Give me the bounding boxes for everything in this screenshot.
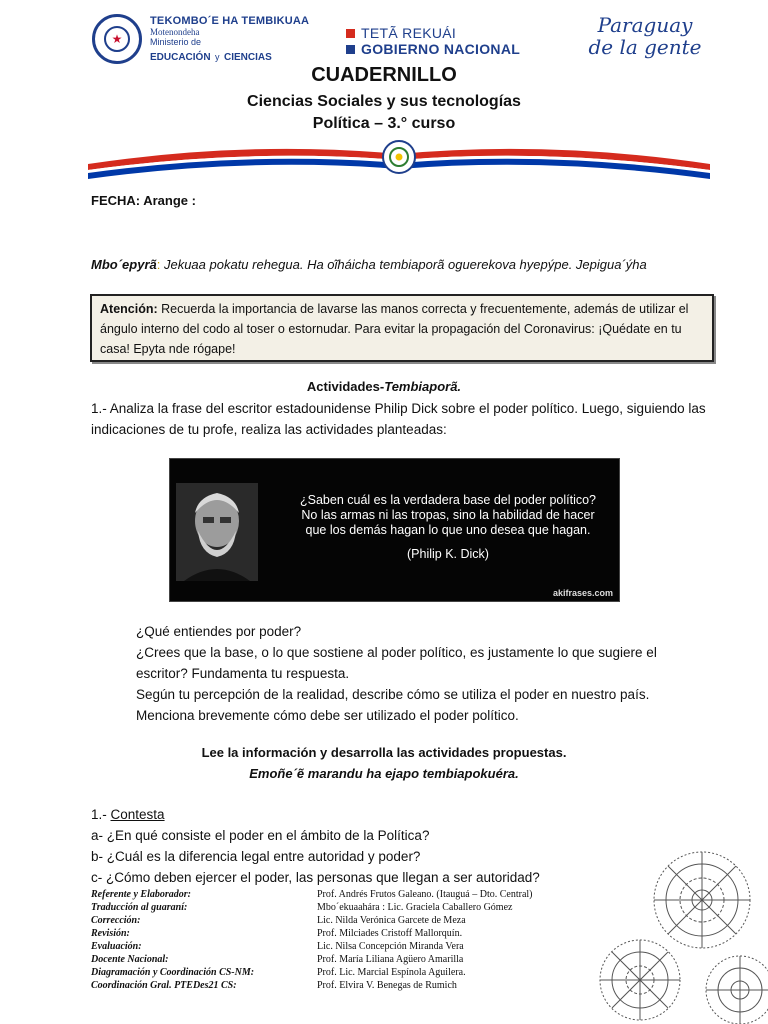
contesta-b: b- ¿Cuál es la diferencia legal entre autoridad y poder?	[91, 849, 421, 864]
paraguay-script-logo: Paraguay de la gente	[588, 13, 702, 59]
attention-label: Atención:	[100, 302, 158, 316]
attention-box	[90, 294, 714, 362]
activities-heading: Actividades-Tembiaporã.	[306, 379, 462, 394]
credit-row: Traducción al guaraní: Mbo´ekuaahára : Lic. Graciela Caballero Gómez	[91, 902, 513, 913]
credits-table	[91, 888, 611, 992]
objective-line: Mbo´epyrã: Jekuaa pokatu rehegua. Ha oĩháicha tembiaporã oguerekova hyepýpe. Jepigua´ýha	[91, 257, 647, 272]
credit-row: Evaluación: Lic. Nilsa Concepción Miranda Vera	[91, 941, 464, 952]
quote-text: ¿Saben cuál es la verdadera base del poder político? No las armas ni las tropas, sino la habilidad de hacer que los demás hagan lo que uno desea que hagan. (Philip K. Dick)	[280, 493, 616, 562]
gobierno-logo	[346, 25, 520, 57]
mec-title: TEKOMBO´E HA TEMBIKUAA	[150, 15, 310, 27]
mec-logo-text	[150, 15, 309, 65]
question-item: ¿Crees que la base, o lo que sostiene al poder político, es justamente lo que sugiere el	[136, 645, 657, 660]
credit-row: Coordinación Gral. PTEDes21 CS: Prof. Elvira V. Benegas de Rumich	[91, 980, 457, 991]
author-portrait	[176, 483, 258, 581]
gob-line1: TETÃ REKUÁI	[361, 25, 457, 41]
course-title: Política – 3.° curso	[312, 115, 456, 132]
mec-line1: Ministerio de	[150, 37, 202, 47]
gob-line2: GOBIERNO NACIONAL	[361, 41, 521, 57]
star-icon: ★	[104, 26, 130, 52]
question-list	[136, 621, 716, 726]
lace-decoration	[590, 830, 768, 1024]
credit-row: Referente y Elaborador: Prof. Andrés Frutos Galeano. (Itauguá – Dto. Central)	[91, 889, 533, 900]
coat-of-arms-logo	[92, 14, 142, 64]
mec-sub: Motenondeha	[150, 27, 200, 37]
info-line1: Lee la información y desarrolla las actividades propuestas.	[201, 745, 567, 760]
flag-ribbon	[88, 140, 710, 180]
question-item: Según tu percepción de la realidad, describe cómo se utiliza el poder en nuestro país.	[136, 687, 650, 702]
objective-label: Mbo´epyrã	[91, 257, 157, 272]
quote-author: (Philip K. Dick)	[407, 547, 489, 561]
objective-text: Jekuaa pokatu rehegua. Ha oĩháicha tembiaporã oguerekova hyepýpe. Jepigua´ýha	[160, 257, 647, 272]
credit-row: Docente Nacional: Prof. María Liliana Agüero Amarilla	[91, 954, 464, 965]
contesta-c: c- ¿Cómo deben ejercer el poder, las personas que llegan a ser autoridad?	[91, 870, 540, 885]
page-title: CUADERNILLO	[311, 64, 457, 86]
fecha-label: FECHA: Arange :	[91, 193, 196, 208]
credit-row: Diagramación y Coordinación CS-NM: Prof. Lic. Marcial Espínola Aguilera.	[91, 967, 466, 978]
question-item: escritor? Fundamenta tu respuesta.	[136, 666, 350, 681]
watermark: akifrases.com	[552, 588, 613, 598]
activity-1: 1.- Analiza la frase del escritor estadounidense Philip Dick sobre el poder político. Luego, siguiendo las indicaciones de tu profe, realiza las actividades planteadas:	[91, 401, 706, 437]
subject-title: Ciencias Sociales y sus tecnologías	[247, 93, 521, 110]
credit-row: Revisión: Prof. Milciades Cristoff Mallorquín.	[91, 928, 463, 939]
attention-text: Recuerda la importancia de lavarse las manos correcta y frecuentemente, además de utilizar el ángulo interno del codo al toser o estornudar. Para evitar la propagación del Coronavirus: ¡Quédate en tu casa! Epyta nde rógape!	[100, 302, 689, 356]
question-item: Menciona brevemente cómo debe ser utilizado el poder político.	[136, 708, 519, 723]
quote-image	[169, 458, 620, 602]
red-square-icon	[346, 29, 355, 38]
credit-row: Corrección: Lic. Nilda Verónica Garcete de Meza	[91, 915, 466, 926]
contesta-heading: 1.- Contesta	[91, 807, 165, 822]
info-line2: Emoñe´ẽ marandu ha ejapo tembiapokuéra.	[249, 766, 519, 781]
mec-line2: EDUCACIÓN y CIENCIAS	[150, 52, 272, 63]
blue-square-icon	[346, 45, 355, 54]
contesta-a: a- ¿En qué consiste el poder en el ámbito de la Política?	[91, 828, 430, 843]
question-item: ¿Qué entiendes por poder?	[136, 624, 302, 639]
